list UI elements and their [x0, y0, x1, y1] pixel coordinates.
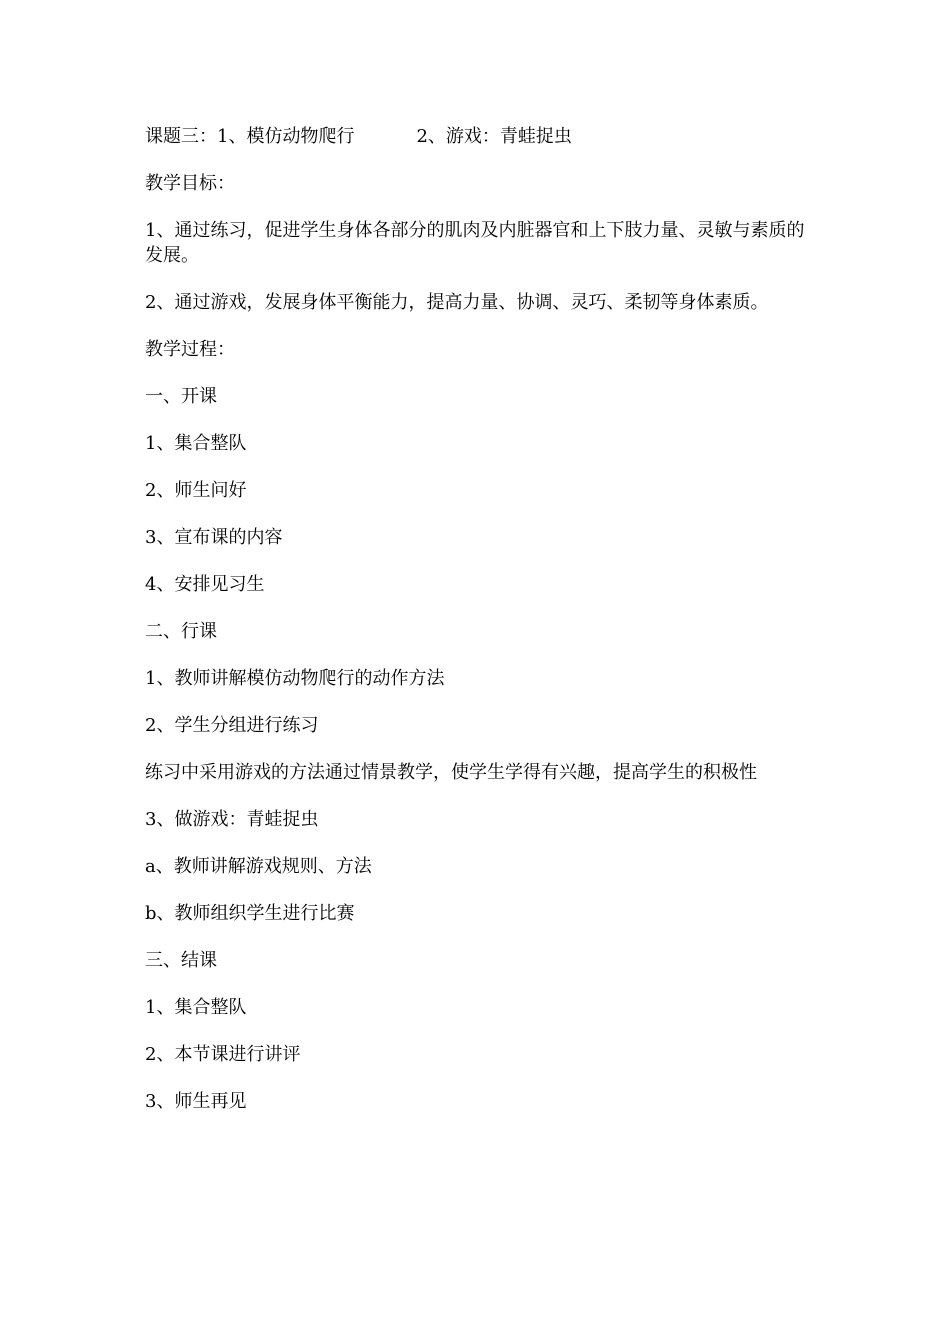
list-item: 1、集合整队	[145, 997, 247, 1018]
list-item: 3、师生再见	[145, 1091, 247, 1112]
section-main-lesson: 二、行课	[145, 621, 217, 642]
list-item: 2、本节课进行讲评	[145, 1044, 301, 1065]
list-item: a、教师讲解游戏规则、方法	[145, 856, 372, 877]
goal-item-1: 1、通过练习，促进学生身体各部分的肌肉及内脏器官和上下肢力量、灵敏与素质的发展。	[145, 220, 805, 266]
list-item: 2、师生问好	[145, 480, 247, 501]
practice-note: 练习中采用游戏的方法通过情景教学，使学生学得有兴趣，提高学生的积极性	[145, 762, 757, 783]
list-item: 1、集合整队	[145, 433, 247, 454]
document-body	[145, 124, 810, 1136]
section-opening: 一、开课	[145, 386, 217, 407]
lesson-title-game: 2、游戏：青蛙捉虫	[416, 126, 572, 147]
list-item: b、教师组织学生进行比赛	[145, 903, 355, 924]
section-closing: 三、结课	[145, 950, 217, 971]
list-item: 3、宣布课的内容	[145, 527, 283, 548]
list-item: 4、安排见习生	[145, 574, 265, 595]
list-item: 3、做游戏：青蛙捉虫	[145, 809, 319, 830]
lesson-title	[145, 124, 810, 149]
list-item: 1、教师讲解模仿动物爬行的动作方法	[145, 668, 445, 689]
heading-teaching-goals: 教学目标：	[145, 173, 235, 194]
lesson-title-topic: 课题三：1、模仿动物爬行	[145, 126, 355, 147]
goal-item-2: 2、通过游戏，发展身体平衡能力，提高力量、协调、灵巧、柔韧等身体素质。	[145, 292, 769, 313]
heading-teaching-process: 教学过程：	[145, 339, 235, 360]
list-item: 2、学生分组进行练习	[145, 715, 319, 736]
